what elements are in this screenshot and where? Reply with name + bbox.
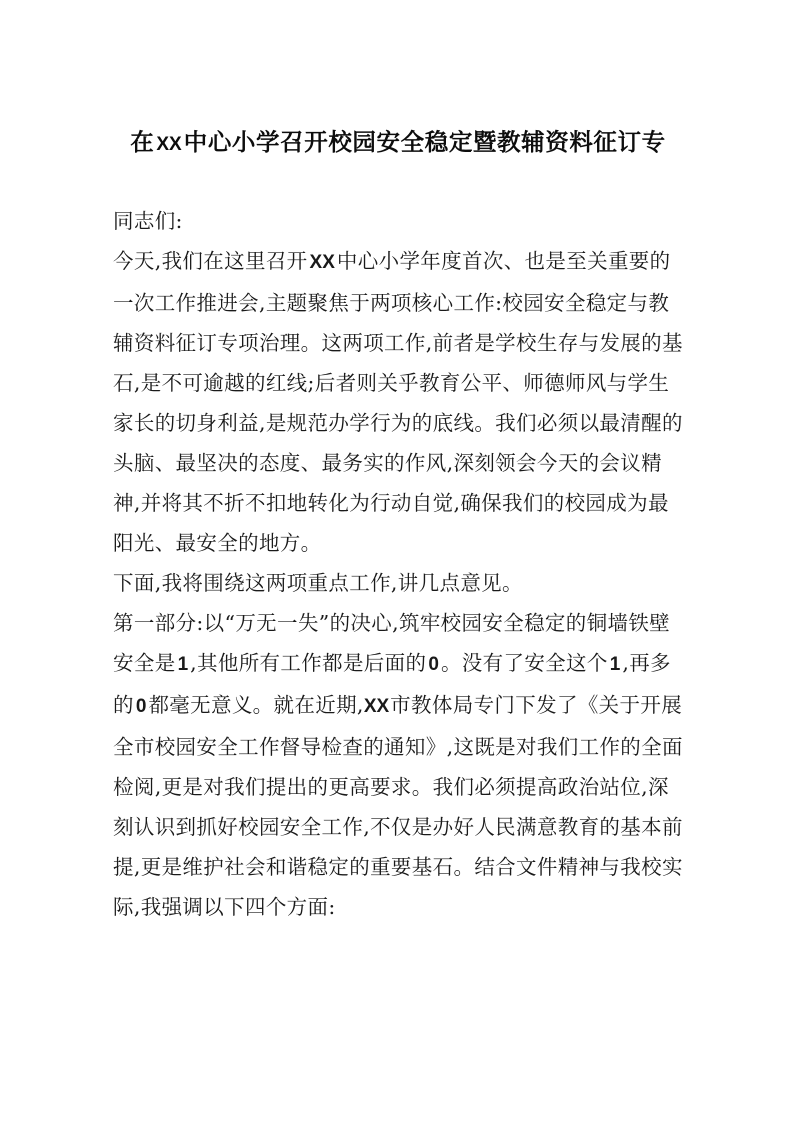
safety-number-zero-second: 0 bbox=[135, 696, 147, 717]
safety-number-one-first: 1 bbox=[177, 654, 189, 675]
section-heading-part-one: 第一部分:以“万无一失”的决心,筑牢校园安全稳定的铜墙铁壁 bbox=[113, 611, 671, 635]
safety-text-c: 。没有了安全这个 bbox=[440, 651, 608, 675]
document-body bbox=[113, 201, 683, 927]
safety-text-a: 安全是 bbox=[113, 651, 176, 675]
opening-latin-xx: XX bbox=[309, 252, 335, 273]
title-text-a: 在 bbox=[130, 128, 155, 156]
paragraph-transition: 下面,我将围绕这两项重点工作,讲几点意见。 bbox=[113, 571, 523, 595]
paragraph-safety bbox=[113, 643, 683, 927]
opening-text-b: 中心小学年度首次、也是至关重要的一次工作推进会,主题聚焦于两项核心工作:校园安全稳定与教辅资料征订专项治理。这两项工作,前者是学校生存与发展的基石,是不可逾越的红线;后者则关乎教育公平、师德师风与学生家长的切身利益,是规范办学行为的底线。我们必须以最清醒的头脑、最坚决的态度、最务实的作风,深刻领会今天的会议精神,并将其不折不扣地转化为行动自觉,确保我们的校园成为最阳光、最安全的地方。 bbox=[113, 249, 683, 555]
paragraph-greeting: 同志们: bbox=[113, 209, 183, 233]
safety-text-d: ,再多的 bbox=[113, 651, 671, 717]
title-latin-xx: XX bbox=[156, 134, 182, 155]
document-content bbox=[113, 122, 683, 927]
safety-text-f: 市教体局专门下发了《关于开展全市校园安全工作督导检查的通知》,这既是对我们工作的全面检阅,更是对我们提出的更高要求。我们必须提高政治站位,深刻认识到抓好校园安全工作,不仅是办好人民满意教育的基本前提,更是维护社会和谐稳定的重要基石。结合文件精神与我校实际,我强调以下四个方面: bbox=[113, 693, 683, 919]
safety-text-b: ,其他所有工作都是后面的 bbox=[190, 651, 427, 675]
safety-latin-xx: XX bbox=[363, 696, 390, 717]
document-title bbox=[113, 122, 683, 165]
safety-text-e: 都毫无意义。就在近期, bbox=[148, 693, 364, 717]
title-line-1 bbox=[113, 122, 683, 165]
opening-text-a: 今天,我们在这里召开 bbox=[113, 249, 308, 273]
paragraph-opening bbox=[113, 241, 683, 563]
safety-number-one-second: 1 bbox=[609, 654, 621, 675]
title-text-b: 中心小学召开校园安全稳定暨教辅资料征订专 bbox=[183, 128, 666, 156]
safety-number-zero-first: 0 bbox=[428, 654, 439, 675]
